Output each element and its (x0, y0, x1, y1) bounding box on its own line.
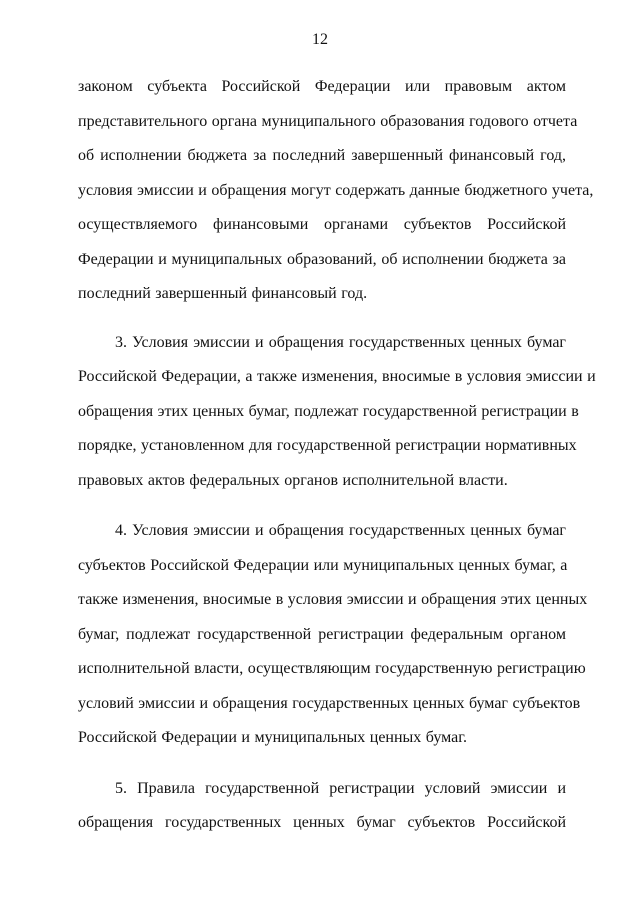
paragraph-item-4 (78, 514, 588, 756)
paragraph-item-3 (78, 326, 596, 499)
paragraph-continuation (78, 70, 594, 312)
text-line: 3. Условия эмиссии и обращения государственных ценных бумаг (115, 333, 566, 351)
text-line: представительного органа муниципального образования годового отчета (78, 112, 578, 130)
text-line: 5. Правила государственной регистрации условий эмиссии и (115, 779, 566, 797)
text-line: также изменения, вносимые в условия эмиссии и обращения этих ценных (78, 591, 588, 608)
text-line: Российской Федерации, а также изменения, вносимые в условия эмиссии и (78, 368, 596, 385)
text-line: Российской Федерации и муниципальных ценных бумаг. (78, 729, 467, 746)
page-number: 12 (312, 31, 328, 48)
text-line: законом субъекта Российской Федерации или правовым актом (78, 78, 566, 95)
text-line: осуществляемого финансовыми органами субъектов Российской (78, 216, 566, 233)
text-line: бумаг, подлежат государственной регистрации федеральным органом (78, 625, 566, 643)
text-line: исполнительной власти, осуществляющим государственную регистрацию (78, 660, 586, 677)
document-body (78, 70, 596, 857)
paragraph-item-5 (78, 772, 566, 841)
text-line: условия эмиссии и обращения могут содержать данные бюджетного учета, (78, 181, 594, 199)
text-line: Федерации и муниципальных образований, об исполнении бюджета за (78, 250, 566, 268)
text-line: правовых актов федеральных органов исполнительной власти. (78, 471, 508, 489)
text-line: условий эмиссии и обращения государственных ценных бумаг субъектов (78, 694, 581, 712)
text-line: субъектов Российской Федерации или муниципальных ценных бумаг, а (78, 556, 568, 574)
text-line: обращения этих ценных бумаг, подлежат государственной регистрации в (78, 402, 579, 420)
text-line: обращения государственных ценных бумаг субъектов Российской (78, 814, 566, 831)
text-line: 4. Условия эмиссии и обращения государственных ценных бумаг (115, 522, 566, 539)
text-line: последний завершенный финансовый год. (78, 285, 368, 302)
text-line: порядке, установленном для государственной регистрации нормативных (78, 437, 577, 454)
text-line: об исполнении бюджета за последний завершенный финансовый год, (78, 147, 566, 164)
